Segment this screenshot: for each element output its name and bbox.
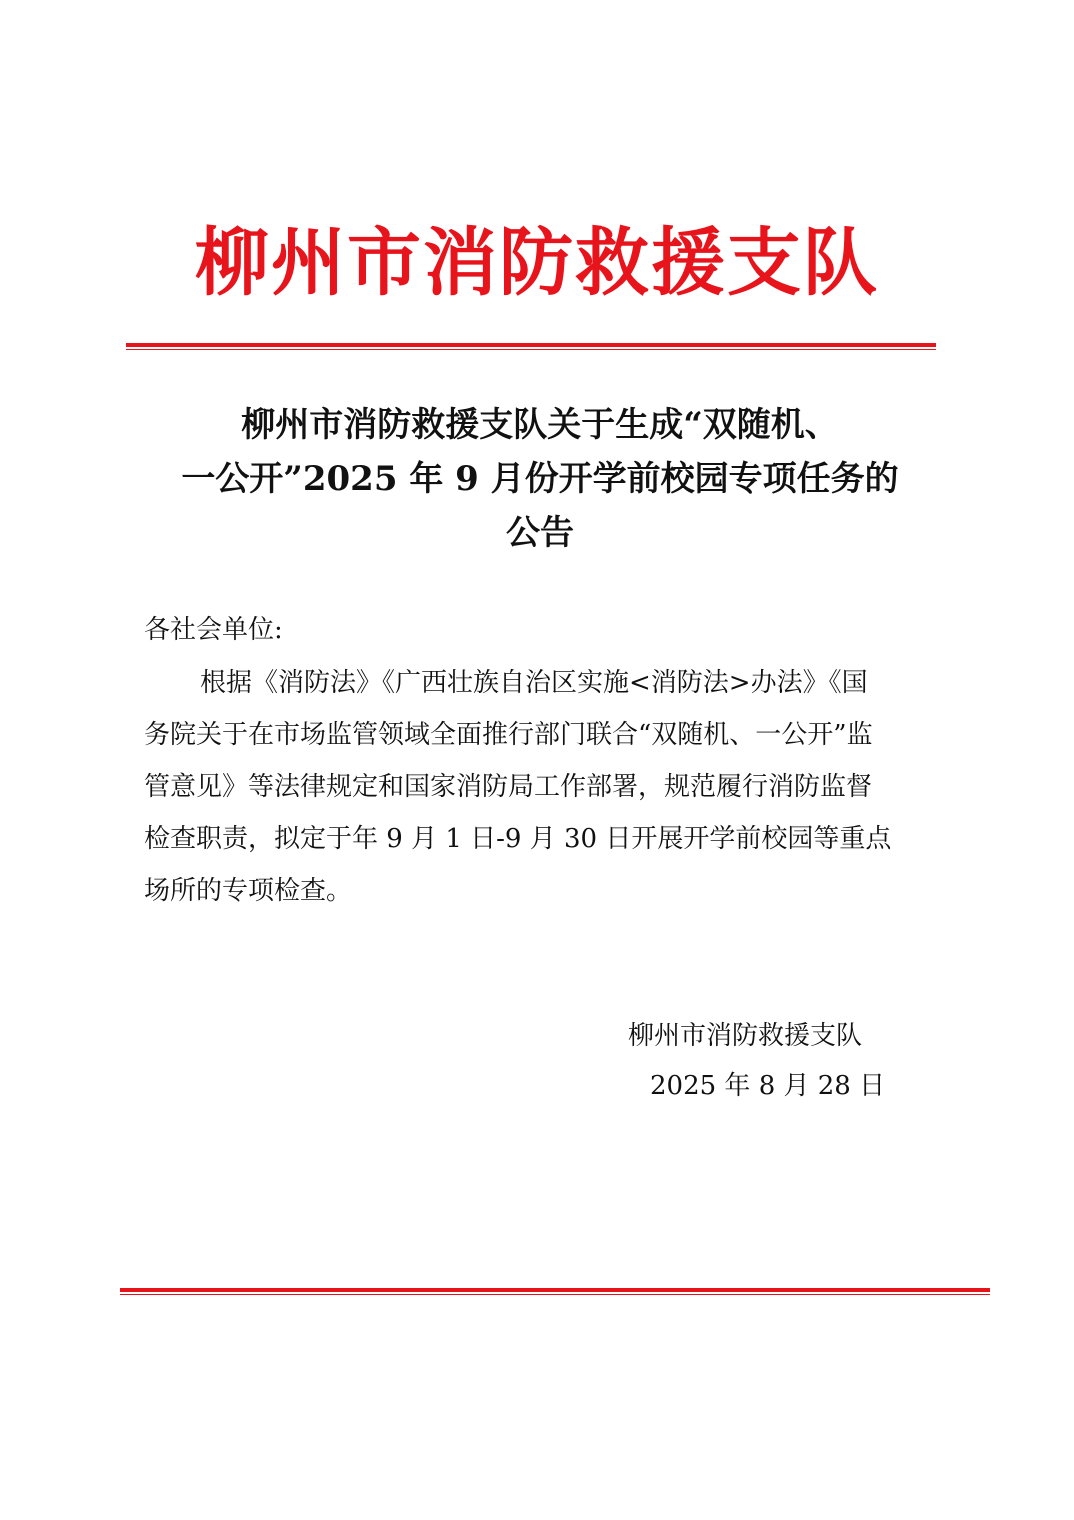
body-paragraph — [144, 657, 940, 917]
body-line: 根据《消防法》《广西壮族自治区实施<消防法>办法》《国 — [200, 668, 868, 698]
masthead-org-name: 柳州市消防救援支队 — [195, 220, 879, 306]
title-line-3: 公告 — [506, 513, 574, 553]
body-line: 场所的专项检查。 — [144, 876, 353, 906]
body-line: 管意见》等法律规定和国家消防局工作部署，规范履行消防监督 — [144, 772, 873, 802]
body-line: 务院关于在市场监管领域全面推行部门联合“双随机、一公开”监 — [144, 720, 873, 750]
document-title — [130, 398, 950, 560]
body-line: 检查职责，拟定于年 9 月 1 日-9 月 30 日开展开学前校园等重点 — [144, 824, 892, 854]
bottom-red-rule-thick — [120, 1288, 990, 1292]
bottom-red-rule-thin — [120, 1294, 990, 1295]
top-red-rule-thin — [126, 349, 936, 350]
signature-date: 2025 年 8 月 28 日 — [650, 1071, 886, 1101]
salutation: 各社会单位: — [144, 615, 283, 645]
title-line-2: 一公开”2025 年 9 月份开学前校园专项任务的 — [181, 459, 899, 499]
title-line-1: 柳州市消防救援支队关于生成“双随机、 — [241, 405, 839, 445]
signature-org: 柳州市消防救援支队 — [628, 1021, 863, 1051]
top-red-rule-thick — [126, 343, 936, 347]
